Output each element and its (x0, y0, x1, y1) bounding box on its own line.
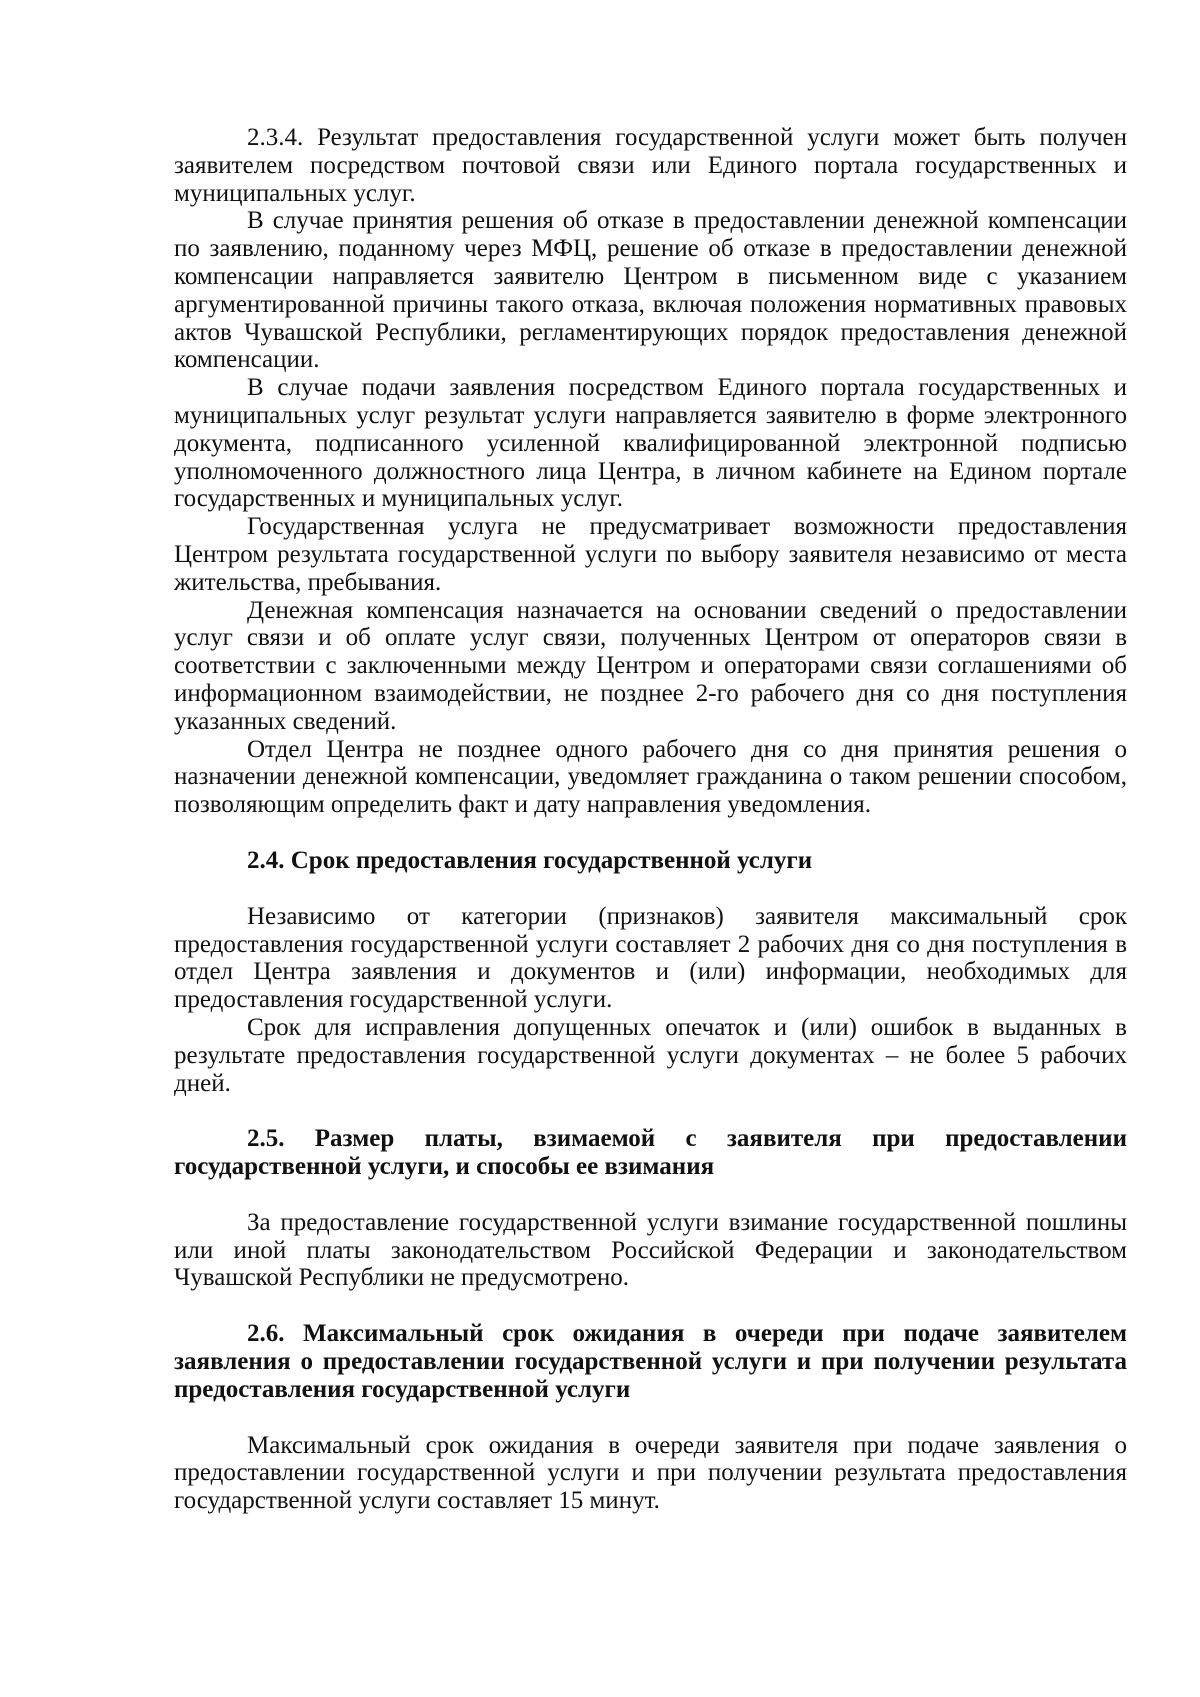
paragraph: В случае подачи заявления посредством Единого портала государственных и муниципальных услуг результат услуги направляется заявителю в форме электронного документа, подписанного усиленной квалифицированной электронной подписью уполномоченного должностного лица Центра, в личном кабинете на Едином портале государственных и муниципальных услуг. (174, 374, 1127, 513)
paragraph: Независимо от категории (признаков) заявителя максимальный срок предоставления государственной услуги составляет 2 рабочих дня со дня поступления в отдел Центра заявления и документов и (или) информации, необходимых для предоставления государственной услуги. (174, 902, 1127, 1014)
paragraph: Срок для исправления допущенных опечаток и (или) ошибок в выданных в результате предоставления государственной услуги документах – не более 5 рабочих дней. (174, 1013, 1127, 1097)
document-page (174, 124, 1127, 1515)
paragraph: Максимальный срок ожидания в очереди заявителя при подаче заявления о предоставлении государственной услуги и при получении результата предоставления государственной услуги составляет 15 минут. (174, 1431, 1127, 1515)
section-heading-2-4: 2.4. Срок предоставления государственной услуги (247, 846, 813, 874)
paragraph: Денежная компенсация назначается на основании сведений о предоставлении услуг связи и об оплате услуг связи, полученных Центром от операторов связи в соответствии с заключенными между Центром и операторами связи соглашениями об информационном взаимодействии, не позднее 2-го рабочего дня со дня поступления указанных сведений. (174, 596, 1127, 735)
paragraph: В случае принятия решения об отказе в предоставлении денежной компенсации по заявлению, поданному через МФЦ, решение об отказе в предоставлении денежной компенсации направляется заявителю Центром в письменном виде с указанием аргументированной причины такого отказа, включая положения нормативных правовых актов Чувашской Республики, регламентирующих порядок предоставления денежной компенсации. (174, 207, 1127, 374)
paragraph: 2.3.4. Результат предоставления государственной услуги может быть получен заявителем посредством почтовой связи или Единого портала государственных и муниципальных услуг. (174, 124, 1127, 207)
section-heading-2-6: 2.6. Максимальный срок ожидания в очереди при подаче заявителем заявления о предоставлении государственной услуги и при получении результата предоставления государственной услуги (174, 1320, 1127, 1403)
section-heading-2-5: 2.5. Размер платы, взимаемой с заявителя при предоставлении государственной услуги, и способы ее взимания (174, 1125, 1127, 1181)
paragraph: За предоставление государственной услуги взимание государственной пошлины или иной платы законодательством Российской Федерации и законодательством Чувашской Республики не предусмотрено. (174, 1208, 1127, 1292)
paragraph: Отдел Центра не позднее одного рабочего дня со дня принятия решения о назначении денежной компенсации, уведомляет гражданина о таком решении способом, позволяющим определить факт и дату направления уведомления. (174, 735, 1127, 819)
paragraph: Государственная услуга не предусматривает возможности предоставления Центром результата государственной услуги по выбору заявителя независимо от места жительства, пребывания. (174, 513, 1127, 596)
